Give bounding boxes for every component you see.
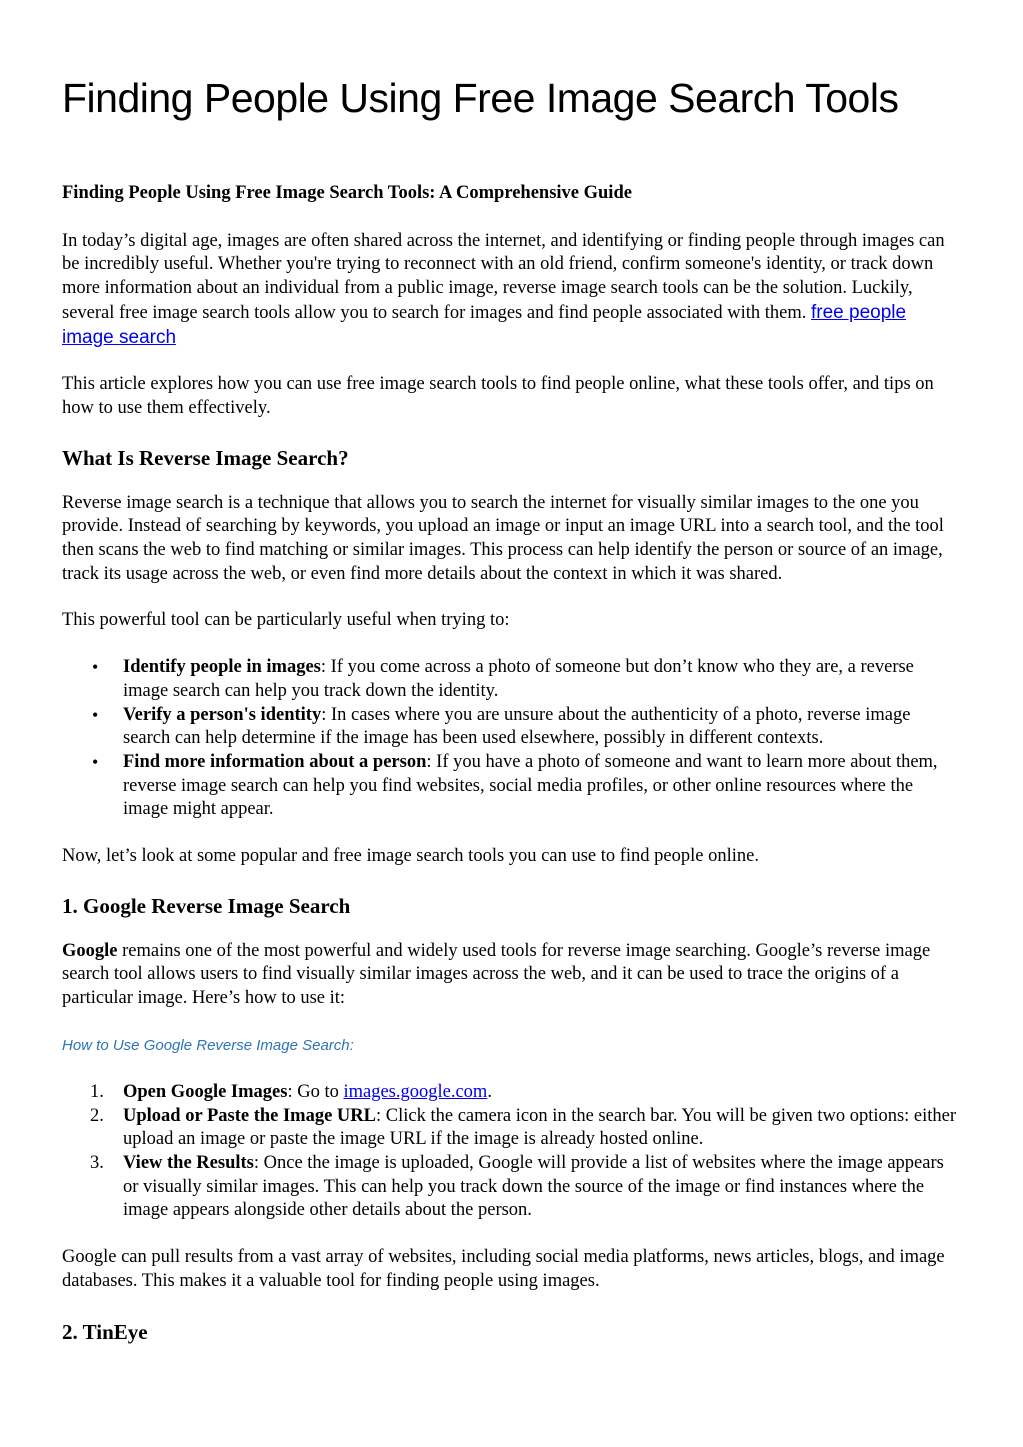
list-item-term: Identify people in images [123, 657, 321, 678]
step-text: : Click the camera icon in the search bar. You will be given two options: either upload an image or paste the image URL if the image is already hosted online. [123, 1105, 957, 1150]
section-heading-tineye: 2. TinEye [62, 1319, 148, 1344]
bullet-icon: • [92, 657, 99, 678]
explore-paragraph: This article explores how you can use free image search tools to find people online, what these tools offer, and tips on how to use them effectively. [62, 374, 934, 418]
step-text: : Go to [287, 1081, 344, 1102]
list-item-term: Verify a person's identity [123, 704, 322, 725]
google-steps-list [62, 1081, 962, 1223]
section-heading-reverse-image-search: What Is Reverse Image Search? [62, 445, 349, 470]
list-item [92, 751, 962, 822]
step-term: Open Google Images [123, 1081, 288, 1102]
intro-text: In today’s digital age, images are often shared across the internet, and identifying or finding people through images can be incredibly useful. Whether you're trying to reconnect with an old friend, confirm someone's identity, or track down more information about an individual from a public image, reverse image search tools can be the solution. Luckily, several free image search tools allow you to search for images and find people associated with them. [62, 230, 945, 323]
list-item [90, 1152, 962, 1223]
document-page [62, 58, 962, 1345]
intro-paragraph [62, 230, 962, 351]
google-text: remains one of the most powerful and widely used tools for reverse image searching. Google’s reverse image search tool allows users to find visually similar images across the web, and it can be used to trace the origins of a particular image. Here’s how to use it: [62, 940, 931, 1009]
step-text: : Once the image is uploaded, Google will provide a list of websites where the image appears or visually similar images. This can help you track down the source of the image or find instances where the image appears alongside other details about the person. [123, 1152, 944, 1221]
google-paragraph [62, 940, 962, 1011]
list-item [90, 1081, 962, 1105]
use-cases-lead: This powerful tool can be particularly useful when trying to: [62, 610, 510, 631]
transition-paragraph: Now, let’s look at some popular and free image search tools you can use to find people online. [62, 846, 759, 867]
google-term: Google [62, 940, 118, 961]
free-people-image-search-link[interactable]: free people image search [62, 301, 907, 348]
list-item [92, 704, 962, 751]
step-term: Upload or Paste the Image URL [123, 1105, 376, 1126]
bullet-icon: • [92, 751, 99, 772]
section-heading-google: 1. Google Reverse Image Search [62, 893, 351, 918]
list-item [90, 1105, 962, 1152]
reverse-image-search-paragraph: Reverse image search is a technique that allows you to search the internet for visually similar images to the one you provide. Instead of searching by keywords, you upload an image or input an image URL into a search tool, and the tool then scans the web to find matching or similar images. This process can help identify the person or source of an image, track its usage across the web, or even find more details about the context in which it was shared. [62, 492, 944, 584]
page-title: Finding People Using Free Image Search Tools [62, 75, 899, 121]
step-text-end: . [487, 1081, 492, 1102]
google-closing-paragraph: Google can pull results from a vast array of websites, including social media platforms, news articles, blogs, and image databases. This makes it a valuable tool for finding people using images. [62, 1247, 945, 1291]
list-item-text: : If you come across a photo of someone but don’t know who they are, a reverse image search can help you track down the identity. [123, 657, 914, 701]
use-cases-list [62, 656, 962, 822]
bullet-icon: • [92, 704, 99, 725]
step-term: View the Results [123, 1152, 254, 1173]
google-images-link[interactable]: images.google.com [343, 1081, 488, 1102]
step-number: 3. [90, 1152, 104, 1173]
step-number: 1. [90, 1081, 104, 1102]
list-item-text: : If you have a photo of someone and want to learn more about them, reverse image search can help you find websites, social media profiles, or other online resources where the image might appear. [123, 751, 938, 820]
list-item [92, 656, 962, 703]
howto-subheading: How to Use Google Reverse Image Search: [62, 1036, 354, 1054]
guide-subtitle: Finding People Using Free Image Search Tools: A Comprehensive Guide [62, 183, 632, 203]
list-item-term: Find more information about a person [123, 751, 427, 772]
list-item-text: : In cases where you are unsure about the authenticity of a photo, reverse image search can help determine if the image has been used elsewhere, possibly in different contexts. [123, 704, 911, 749]
step-number: 2. [90, 1105, 104, 1126]
